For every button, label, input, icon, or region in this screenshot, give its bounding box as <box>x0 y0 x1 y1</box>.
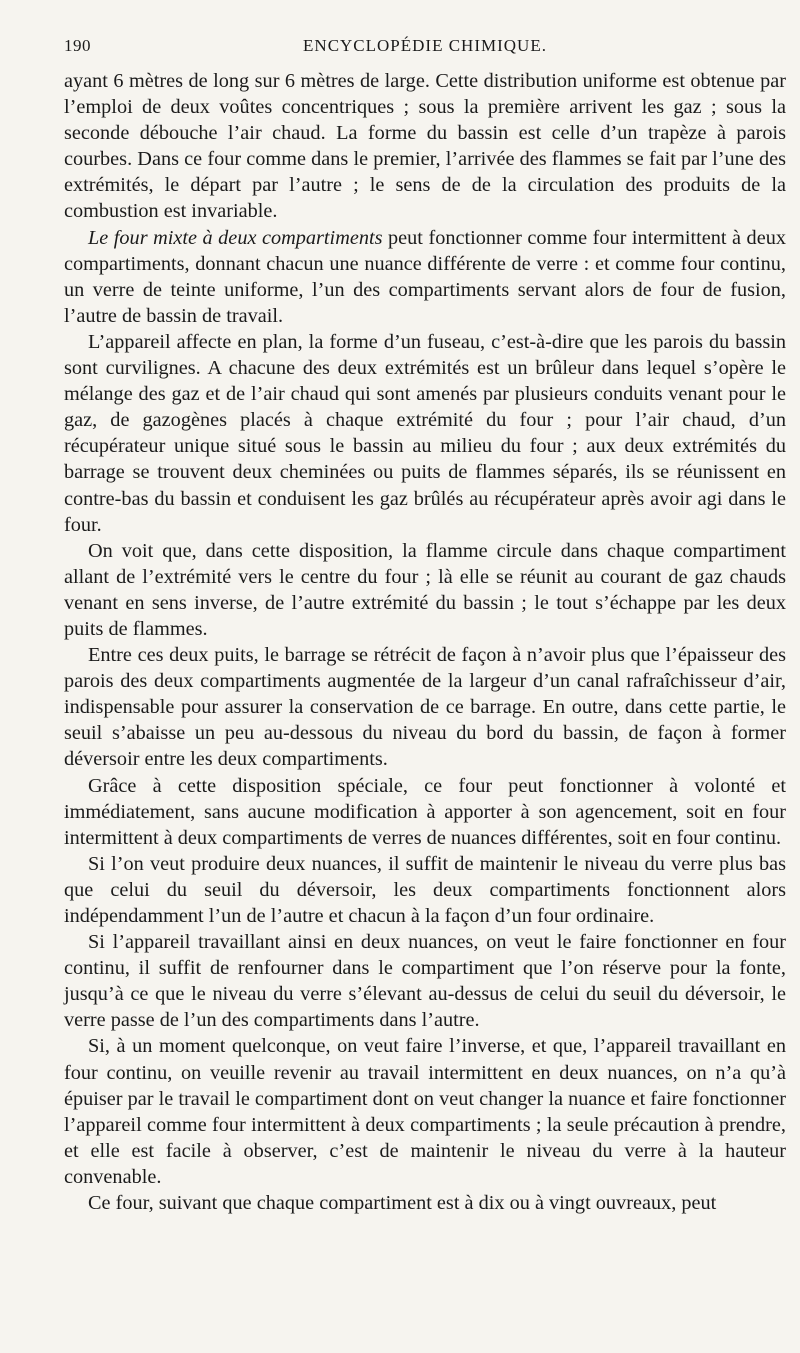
paragraph-text: Si l’on veut produire deux nuances, il suffit de maintenir le niveau du verre plus bas que celui du seuil du déversoir, les deux compartiments fonctionnent alors indépendamment l’un de l’autre et chacun à la façon d’un four ordinaire. <box>64 852 786 927</box>
paragraph <box>64 642 786 772</box>
paragraph-text: Entre ces deux puits, le barrage se rétrécit de façon à n’avoir plus que l’épaisseur des parois des deux compartiments augmentée de la largeur d’un canal rafraîchisseur d’air, indispensable pour assurer la conservation de ce barrage. En outre, dans cette partie, le seuil s’abaisse un peu au-dessous du niveau du bord du bassin, de façon à former déversoir entre les deux compartiments. <box>64 644 786 771</box>
paragraph-text: Si, à un moment quelconque, on veut faire l’inverse, et que, l’appareil travaillant en four continu, on veuille revenir au travail intermittent en deux nuances, on n’a qu’à épuiser par le travail le compartiment dont on veut changer la nuance et faire fonctionner l’appareil comme four intermittent à deux compartiments ; la seule précaution à prendre, et elle est facile à observer, c’est de maintenir le niveau du verre à la hauteur convenable. <box>64 1035 786 1188</box>
paragraph <box>64 225 786 329</box>
paragraph <box>64 538 786 642</box>
paragraph-text: Si l’appareil travaillant ainsi en deux nuances, on veut le faire fonctionner en four continu, il suffit de renfourner dans le compartiment que l’on réserve pour la fonte, jusqu’à ce que le niveau du verre s’élevant au-dessus de celui du seuil du déversoir, le verre passe de l’un des compartiments dans l’autre. <box>64 931 786 1032</box>
paragraph <box>64 929 786 1033</box>
paragraph-text: Ce four, suivant que chaque compartiment est à dix ou à vingt ouvreaux, peut <box>88 1192 717 1215</box>
paragraph-text: On voit que, dans cette disposition, la flamme circule dans chaque compartiment allant de l’extrémité vers le centre du four ; là elle se réunit au courant de gaz chauds venant en sens inverse, de l’autre extrémité du bassin ; le tout s’échappe par les deux puits de flammes. <box>64 539 786 640</box>
running-title: ENCYCLOPÉDIE CHIMIQUE. <box>303 36 547 55</box>
paragraph <box>64 329 786 538</box>
paragraph <box>64 68 786 225</box>
paragraph-text: Grâce à cette disposition spéciale, ce four peut fonctionner à volonté et immédiatement, sans aucune modification à apporter à son agencement, soit en four intermittent à deux compartiments de verres de nuances différentes, soit en four continu. <box>64 774 786 849</box>
body-text <box>64 68 786 1216</box>
page-number: 190 <box>64 36 91 55</box>
paragraph-italic-lead: Le four mixte à deux compartiments <box>88 226 383 249</box>
paragraph <box>64 773 786 851</box>
paragraph <box>64 1033 786 1190</box>
paragraph-text: L’appareil affecte en plan, la forme d’un fuseau, c’est-à-dire que les parois du bassin sont curvilignes. A chacune des deux extrémités est un brûleur dans lequel s’opère le mélange des gaz et de l’air chaud qui sont amenés par plusieurs conduits venant pour le gaz, de gazogènes placés à chaque extrémité du four ; pour l’air chaud, d’un récupérateur unique situé sous le bassin au milieu du four ; aux deux extrémités du barrage se trouvent deux cheminées ou puits de flammes séparés, ils se réunissent en contre-bas du bassin et conduisent les gaz brûlés au récupérateur après avoir agi dans le four. <box>64 330 786 536</box>
paragraph <box>64 851 786 929</box>
paragraph-text: peut fonctionner comme four intermittent à deux compartiments, donnant chacun une nuance différente de verre : et comme four continu, un verre de teinte uniforme, l’un des compartiments servant alors de four de fusion, l’autre de bassin de travail. <box>64 226 786 327</box>
running-head <box>64 30 786 58</box>
paragraph <box>64 1190 786 1216</box>
paragraph-text: ayant 6 mètres de long sur 6 mètres de large. Cette distribution uniforme est obtenue par l’emploi de deux voûtes concentriques ; sous la première arrivent les gaz ; sous la seconde débouche l’air chaud. La forme du bassin est celle d’un trapèze à parois courbes. Dans ce four comme dans le premier, l’arrivée des flammes se fait par l’une des extrémités, le départ par l’autre ; le sens de de la circulation des produits de la combustion est invariable. <box>64 70 786 223</box>
